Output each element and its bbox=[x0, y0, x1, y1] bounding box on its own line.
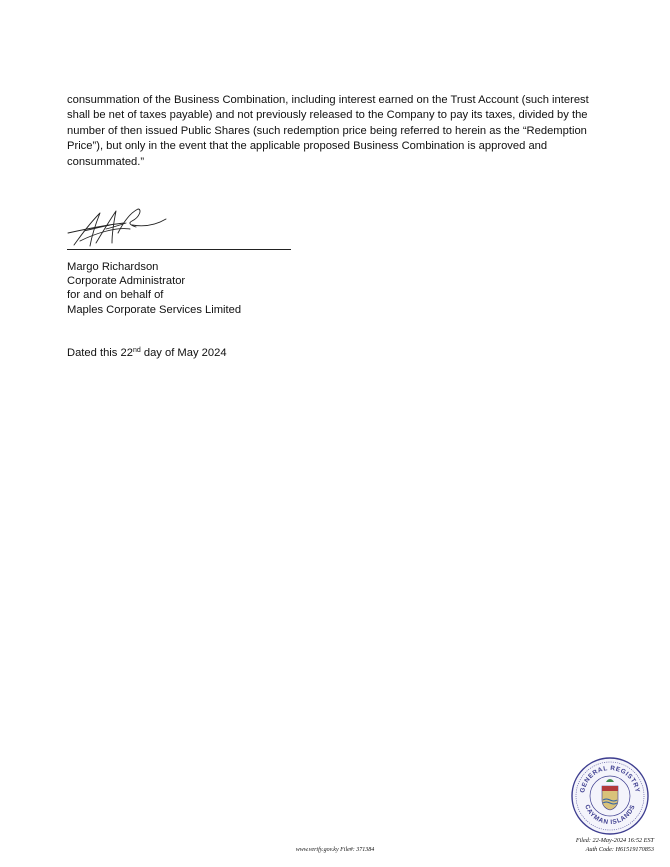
body-line: number of then issued Public Shares (such redemption price being referred to herein as the “Redemption bbox=[67, 124, 587, 137]
auth-code: Auth Code: H61519170853 bbox=[585, 845, 654, 853]
body-paragraph bbox=[67, 93, 612, 170]
body-line: consummation of the Business Combination, including interest earned on the Trust Account (such interest bbox=[67, 94, 589, 106]
filed-date: Filed: 22-May-2024 16:52 EST bbox=[575, 837, 654, 844]
company-name: Maples Corporate Services Limited bbox=[67, 303, 242, 316]
signatory-block bbox=[67, 260, 241, 317]
verify-footer: www.verify.gov.ky File#: 371384 bbox=[295, 847, 375, 853]
ordinal-suffix: nd bbox=[132, 347, 141, 354]
on-behalf-text: for and on behalf of bbox=[67, 289, 164, 302]
body-line: shall be net of taxes payable) and not previously released to the Company to pay its taxes, divided by the bbox=[67, 109, 588, 122]
handwritten-signature bbox=[66, 203, 176, 249]
date-line: Dated this 22nd day of May 2024 bbox=[67, 347, 227, 359]
general-registry-seal bbox=[570, 756, 650, 836]
seal-top-text: GENERAL REGISTRY bbox=[579, 764, 641, 794]
signatory-title: Corporate Administrator bbox=[67, 275, 186, 288]
signature-line bbox=[67, 249, 291, 250]
signatory-name: Margo Richardson bbox=[67, 261, 159, 273]
body-line: consummated.” bbox=[67, 155, 145, 168]
seal-bottom-text: CAYMAN ISLANDS bbox=[583, 803, 637, 827]
body-line: Price”), but only in the event that the applicable proposed Business Combination is approved and bbox=[67, 140, 548, 153]
